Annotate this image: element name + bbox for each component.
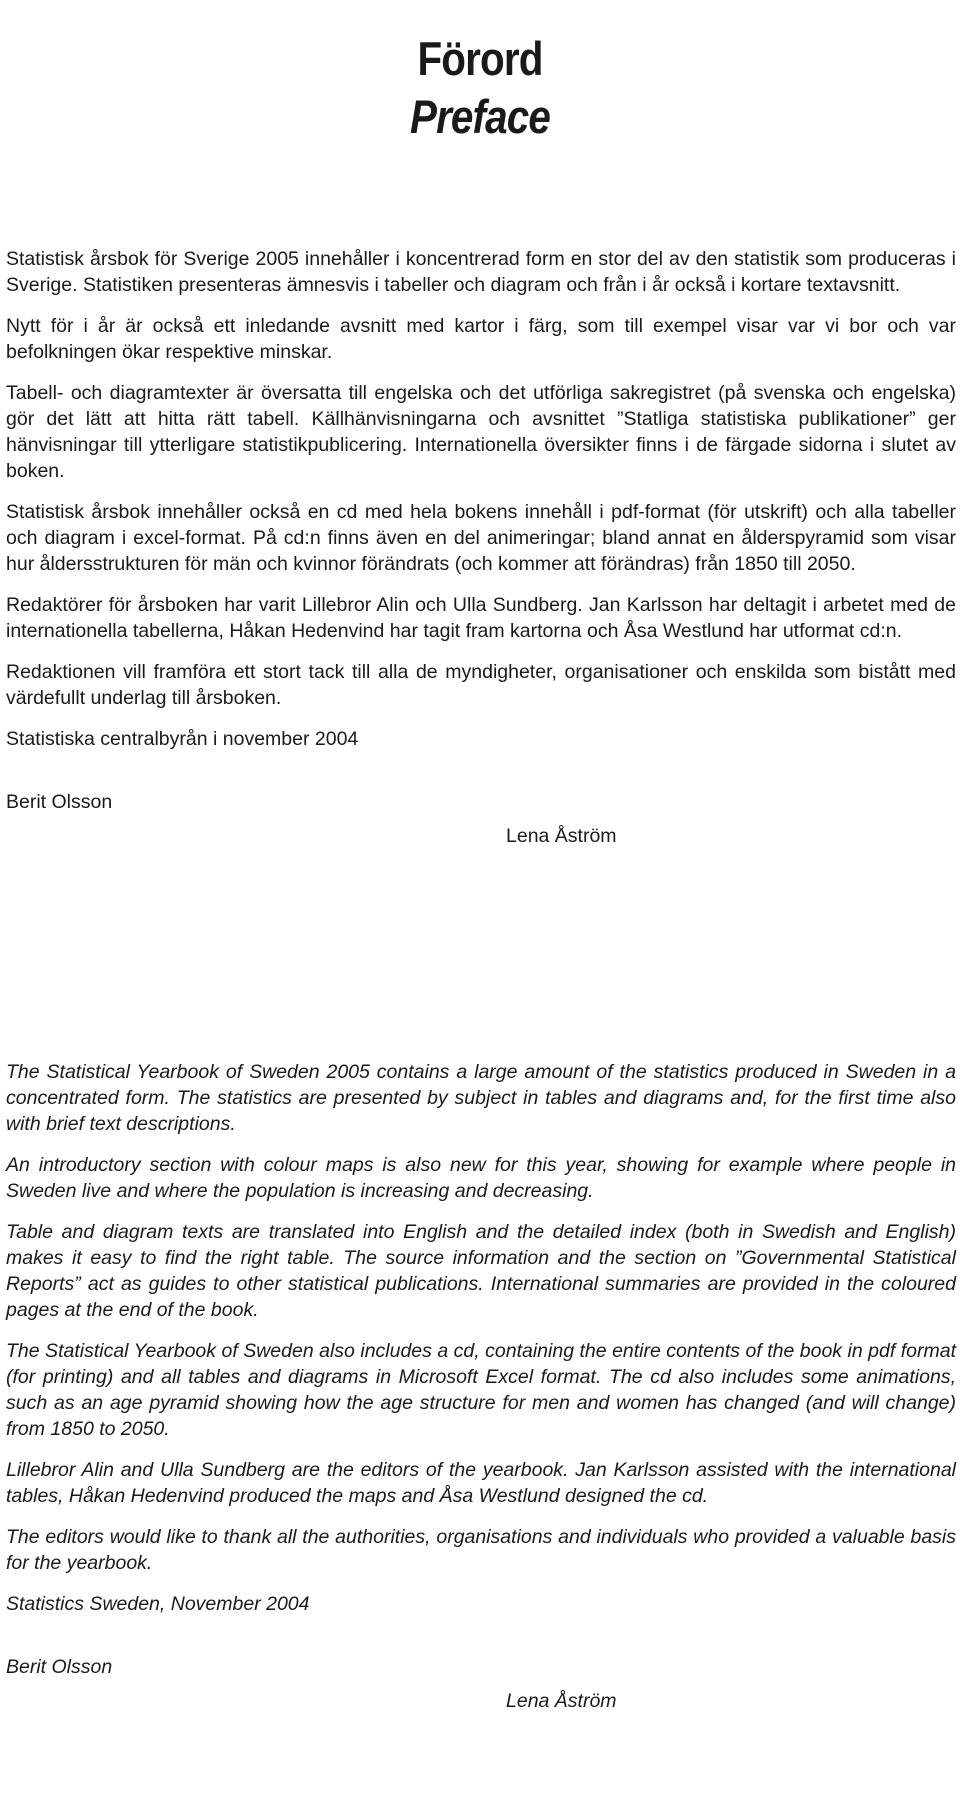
english-paragraph: The editors would like to thank all the authorities, organisations and individuals who provided a valuable basis for the yearbook. bbox=[6, 1526, 956, 1574]
swedish-signatory-2: Lena Åström bbox=[506, 825, 617, 847]
swedish-place-date: Statistiska centralbyrån i november 2004 bbox=[6, 728, 359, 750]
swedish-preface-section bbox=[6, 246, 956, 849]
english-paragraph: The Statistical Yearbook of Sweden also includes a cd, containing the entire contents of the book in pdf format (for printing) and all tables and diagrams in Microsoft Excel format. The cd also includes some animations, such as an age pyramid showing how the age structure for men and women has changed (and will change) from 1850 to 2050. bbox=[6, 1340, 956, 1440]
swedish-signatory-1: Berit Olsson bbox=[6, 791, 113, 813]
swedish-paragraph: Statistisk årsbok för Sverige 2005 innehåller i koncentrerad form en stor del av den statistik som produceras i Sverige. Statistiken presenteras ämnesvis i tabeller och diagram och från i år också i kortare textavsnitt. bbox=[6, 248, 956, 296]
swedish-paragraph: Redaktionen vill framföra ett stort tack till alla de myndigheter, organisationer och enskilda som bistått med värdefullt underlag till årsboken. bbox=[6, 661, 956, 709]
english-place-date: Statistics Sweden, November 2004 bbox=[6, 1593, 310, 1615]
english-paragraph: Lillebror Alin and Ulla Sundberg are the editors of the yearbook. Jan Karlsson assisted with the international tables, Håkan Hedenvind produced the maps and Åsa Westlund designed the cd. bbox=[6, 1459, 956, 1507]
english-paragraph: The Statistical Yearbook of Sweden 2005 contains a large amount of the statistics produced in Sweden in a concentrated form. The statistics are presented by subject in tables and diagrams and, for the first time also with brief text descriptions. bbox=[6, 1061, 956, 1135]
english-preface-section bbox=[6, 1059, 956, 1714]
page-title-swedish: Förord bbox=[417, 32, 543, 86]
swedish-paragraph: Statistisk årsbok innehåller också en cd med hela bokens innehåll i pdf-format (för utskrift) och alla tabeller och diagram i excel-format. På cd:n finns även en del animeringar; bland annat en ålderspyramid som visar hur åldersstrukturen för män och kvinnor förändrats (och kommer att förändras) från 1850 till 2050. bbox=[6, 501, 956, 575]
swedish-paragraph: Redaktörer för årsboken har varit Lillebror Alin och Ulla Sundberg. Jan Karlsson har deltagit i arbetet med de internationella tabellerna, Håkan Hedenvind har tagit fram kartorna och Åsa Westlund har utformat cd:n. bbox=[6, 594, 956, 642]
english-paragraph: An introductory section with colour maps is also new for this year, showing for example where people in Sweden live and where the population is increasing and decreasing. bbox=[6, 1154, 956, 1202]
english-signatory-1: Berit Olsson bbox=[6, 1656, 113, 1678]
swedish-paragraph: Tabell- och diagramtexter är översatta till engelska och det utförliga sakregistret (på svenska och engelska) gör det lätt att hitta rätt tabell. Källhänvisningarna och avsnittet ”Statliga statistiska publikationer” ger hänvisningar till ytterligare statistikpublicering. Internationella översikter finns i de färgade sidorna i slutet av boken. bbox=[6, 382, 956, 482]
page-title-english: Preface bbox=[409, 90, 551, 144]
swedish-paragraph: Nytt för i år är också ett inledande avsnitt med kartor i färg, som till exempel visar var vi bor och var befolkningen ökar respektive minskar. bbox=[6, 315, 956, 363]
english-paragraph: Table and diagram texts are translated into English and the detailed index (both in Swedish and English) makes it easy to find the right table. The source information and the section on ”Governmental Statistical Reports” act as guides to other statistical publications. International summaries are provided in the coloured pages at the end of the book. bbox=[6, 1221, 956, 1321]
english-signatory-2: Lena Åström bbox=[506, 1690, 617, 1712]
